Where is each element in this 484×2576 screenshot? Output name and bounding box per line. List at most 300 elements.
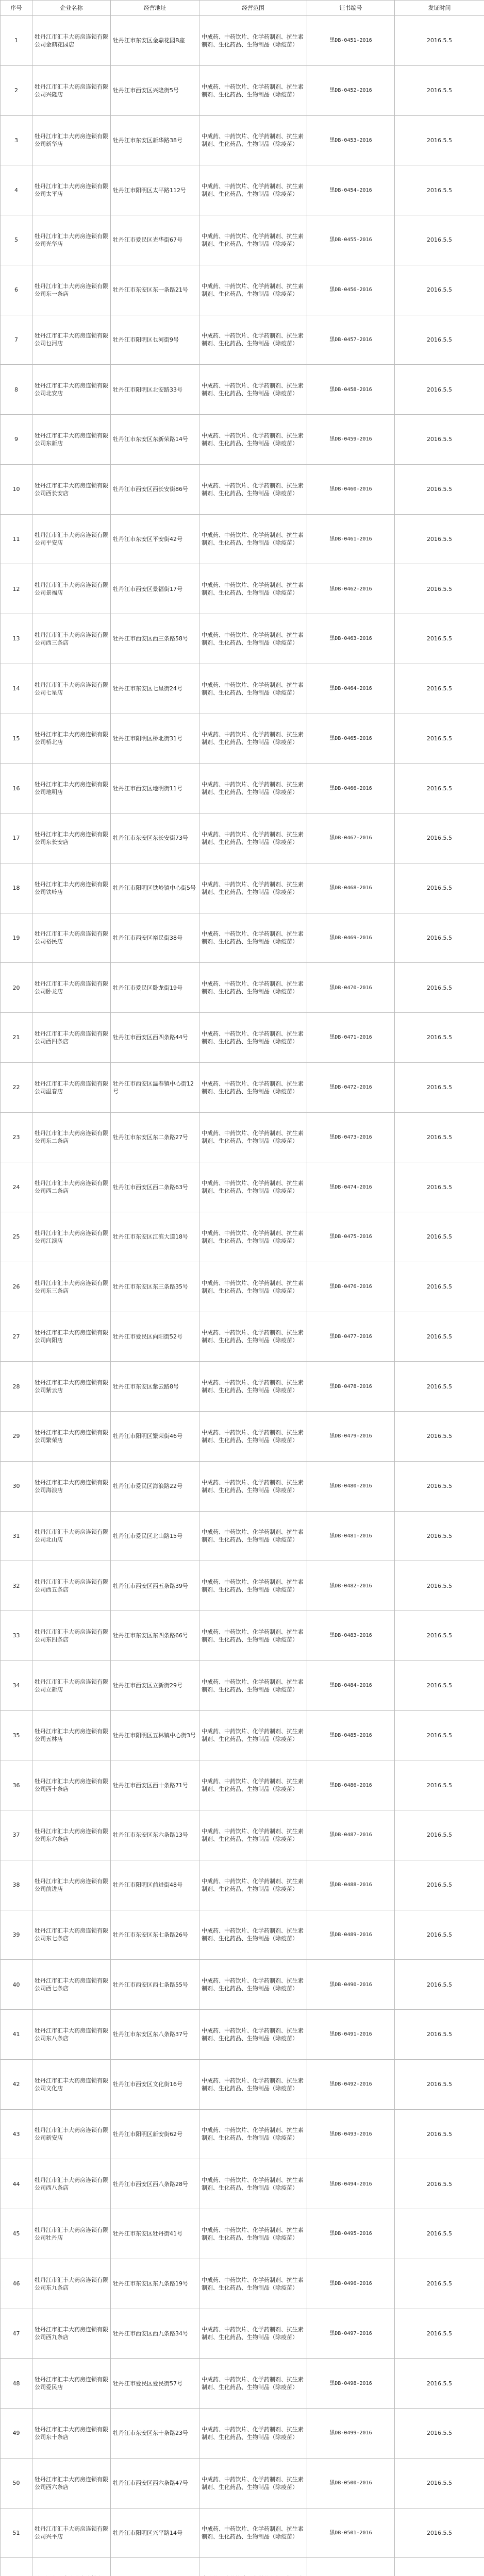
table-row [1, 1112, 484, 1162]
cell-cert-no: 黑DB-0501-2016 [307, 2508, 395, 2558]
cell-address: 牡丹江市爱民区海浪路22号 [111, 1461, 199, 1511]
cell-address: 牡丹江市东安区东七条路26号 [111, 1910, 199, 1960]
cell-issue-date: 2016.5.5 [395, 564, 484, 614]
table-row [1, 365, 484, 415]
cell-address: 牡丹江市西安区西九条路34号 [111, 2309, 199, 2359]
cell-cert-no: 黑DB-0464-2016 [307, 664, 395, 714]
cell-scope: 中成药、中药饮片、化学药制剂、抗生素制剂、生化药品、生物制品（除疫苗） [199, 115, 307, 165]
cell-company: 牡丹江市汇丰大药房连锁有限公司乜河店 [32, 315, 111, 365]
table-row [1, 1611, 484, 1661]
cell-address: 牡丹江市西安区兴隆街5号 [111, 65, 199, 115]
table-row [1, 2409, 484, 2459]
cell-address: 牡丹江市爱民区北山路15号 [111, 1511, 199, 1561]
cell-index: 9 [1, 415, 32, 465]
cell-scope: 中成药、中药饮片、化学药制剂、抗生素制剂、生化药品、生物制品（除疫苗） [199, 2409, 307, 2459]
cell-issue-date: 2016.5.5 [395, 215, 484, 265]
cell-index: 26 [1, 1262, 32, 1312]
cell-issue-date: 2016.5.5 [395, 1112, 484, 1162]
cell-issue-date: 2016.5.5 [395, 1511, 484, 1561]
cell-address: 牡丹江市阳明区铁岭镇中心街5号 [111, 863, 199, 913]
cell-index: 30 [1, 1461, 32, 1511]
cell-address: 牡丹江市东安区牡丹街41号 [111, 2209, 199, 2259]
cell-issue-date: 2016.5.5 [395, 1960, 484, 2010]
cell-company: 牡丹江市汇丰大药房连锁有限公司爱民店 [32, 2359, 111, 2409]
cell-address: 牡丹江市西安区西六条路47号 [111, 2458, 199, 2508]
cell-cert-no: 黑DB-0492-2016 [307, 2059, 395, 2109]
table-row [1, 1810, 484, 1860]
cell-issue-date: 2016.5.5 [395, 16, 484, 66]
cell-scope: 中成药、中药饮片、化学药制剂、抗生素制剂、生化药品、生物制品（除疫苗） [199, 2508, 307, 2558]
cell-company: 牡丹江市汇丰大药房连锁有限公司景福店 [32, 564, 111, 614]
cell-scope: 中成药、中药饮片、化学药制剂、抗生素制剂、生化药品、生物制品（除疫苗） [199, 2209, 307, 2259]
cell-address: 牡丹江市东安区东四条路66号 [111, 1611, 199, 1661]
cell-index: 51 [1, 2508, 32, 2558]
cell-issue-date: 2016.5.5 [395, 165, 484, 215]
table-row [1, 115, 484, 165]
cell-company: 牡丹江市汇丰大药房连锁有限公司新安店 [32, 2109, 111, 2159]
cell-company: 牡丹江市汇丰大药房连锁有限公司文化店 [32, 2059, 111, 2109]
cell-address: 牡丹江市东安区东六条路13号 [111, 1810, 199, 1860]
cell-issue-date: 2016.5.5 [395, 814, 484, 863]
cell-index: 39 [1, 1910, 32, 1960]
cell-company: 牡丹江市汇丰大药房连锁有限公司西九条店 [32, 2309, 111, 2359]
table-row [1, 1362, 484, 1412]
cell-cert-no: 黑DB-0466-2016 [307, 764, 395, 814]
cell-issue-date: 2016.5.5 [395, 1412, 484, 1462]
cell-address: 牡丹江市东安区紫云路8号 [111, 1362, 199, 1412]
table-row [1, 2010, 484, 2060]
cell-index: 11 [1, 514, 32, 564]
cell-index: 47 [1, 2309, 32, 2359]
cell-issue-date: 2016.5.5 [395, 2010, 484, 2060]
table-row [1, 215, 484, 265]
cell-company: 牡丹江市汇丰大药房连锁有限公司西十条店 [32, 1760, 111, 1810]
cell-index: 14 [1, 664, 32, 714]
cell-address: 牡丹江市爱民区光华街67号 [111, 215, 199, 265]
cell-scope: 中成药、中药饮片、化学药制剂、抗生素制剂、生化药品、生物制品（除疫苗） [199, 2109, 307, 2159]
table-row [1, 1960, 484, 2010]
table-row [1, 1710, 484, 1760]
table-row [1, 1660, 484, 1710]
cell-issue-date: 2016.5.5 [395, 2159, 484, 2209]
cell-index: 18 [1, 863, 32, 913]
cell-index: 22 [1, 1062, 32, 1112]
cell-cert-no: 黑DB-0468-2016 [307, 863, 395, 913]
cell-address: 牡丹江市爱民区爱民街57号 [111, 2359, 199, 2409]
cell-company: 牡丹江市汇丰大药房连锁有限公司七星店 [32, 664, 111, 714]
cell-issue-date: 2016.5.5 [395, 1312, 484, 1362]
cell-scope: 中成药、中药饮片、化学药制剂、抗生素制剂、生化药品、生物制品（除疫苗） [199, 365, 307, 415]
table-row [1, 2508, 484, 2558]
table-row [1, 714, 484, 764]
cell-scope: 中成药、中药饮片、化学药制剂、抗生素制剂、生化药品、生物制品（除疫苗） [199, 1162, 307, 1212]
cell-cert-no: 黑DB-0497-2016 [307, 2309, 395, 2359]
cell-address: 牡丹江市东安区新华路38号 [111, 115, 199, 165]
table-row [1, 1162, 484, 1212]
table-row [1, 1760, 484, 1810]
cell-company: 牡丹江市汇丰大药房连锁有限公司太平店 [32, 165, 111, 215]
cell-issue-date: 2016.5.5 [395, 315, 484, 365]
table-row [1, 664, 484, 714]
cell-cert-no: 黑DB-0473-2016 [307, 1112, 395, 1162]
cell-scope: 中成药、中药饮片、化学药制剂、抗生素制剂、生化药品、生物制品（除疫苗） [199, 963, 307, 1013]
cell-scope: 中成药、中药饮片、化学药制剂、抗生素制剂、生化药品、生物制品（除疫苗） [199, 16, 307, 66]
cell-scope: 中成药、中药饮片、化学药制剂、抗生素制剂、生化药品、生物制品（除疫苗） [199, 564, 307, 614]
table-row [1, 1013, 484, 1063]
cell-issue-date: 2016.5.5 [395, 415, 484, 465]
cell-scope: 中成药、中药饮片、化学药制剂、抗生素制剂、生化药品、生物制品（除疫苗） [199, 1062, 307, 1112]
table-row [1, 1561, 484, 1611]
cell-address: 牡丹江市西安区西长安街86号 [111, 464, 199, 514]
cell-cert-no: 黑DB-0465-2016 [307, 714, 395, 764]
cell-scope: 中成药、中药饮片、化学药制剂、抗生素制剂、生化药品、生物制品（除疫苗） [199, 514, 307, 564]
table-row [1, 265, 484, 315]
cell-issue-date: 2016.5.5 [395, 65, 484, 115]
cell-cert-no: 黑DB-0460-2016 [307, 464, 395, 514]
cell-scope: 中成药、中药饮片、化学药制剂、抗生素制剂、生化药品、生物制品（除疫苗） [199, 1013, 307, 1063]
cell-scope: 中成药、中药饮片、化学药制剂、抗生素制剂、生化药品、生物制品（除疫苗） [199, 764, 307, 814]
cell-scope: 中成药、中药饮片、化学药制剂、抗生素制剂、生化药品、生物制品（除疫苗） [199, 464, 307, 514]
cell-issue-date: 2016.5.5 [395, 863, 484, 913]
cell-index: 13 [1, 614, 32, 664]
table-row [1, 1860, 484, 1910]
cell-cert-no: 黑DB-0480-2016 [307, 1461, 395, 1511]
cell-cert-no: 黑DB-0484-2016 [307, 1660, 395, 1710]
table-row [1, 16, 484, 66]
cell-cert-no: 黑DB-0459-2016 [307, 415, 395, 465]
table-row [1, 913, 484, 963]
cell-issue-date: 2016.5.5 [395, 115, 484, 165]
cell-index: 16 [1, 764, 32, 814]
cell-issue-date: 2016.5.5 [395, 1760, 484, 1810]
cell-address: 牡丹江市东安区东新荣路14号 [111, 415, 199, 465]
cell-issue-date: 2016.5.5 [395, 1910, 484, 1960]
cell-index: 35 [1, 1710, 32, 1760]
cell-cert-no: 黑DB-0500-2016 [307, 2458, 395, 2508]
header-index: 序号 [1, 1, 32, 16]
cell-issue-date: 2016.5.5 [395, 963, 484, 1013]
cell-company: 牡丹江市汇丰大药房连锁有限公司西三条店 [32, 614, 111, 664]
cell-address: 牡丹江市西安区西七条路55号 [111, 1960, 199, 2010]
cell-issue-date: 2016.5.5 [395, 1810, 484, 1860]
cell-scope: 中成药、中药饮片、化学药制剂、抗生素制剂、生化药品、生物制品（除疫苗） [199, 2010, 307, 2060]
cell-cert-no: 黑DB-0463-2016 [307, 614, 395, 664]
table-row [1, 1910, 484, 1960]
cell-issue-date: 2016.5.5 [395, 464, 484, 514]
cell-address: 牡丹江市西安区西十条路71号 [111, 1760, 199, 1810]
cell-company: 牡丹江市汇丰大药房连锁有限公司西五条店 [32, 1561, 111, 1611]
cell-address: 牡丹江市阳明区五林镇中心街3号 [111, 1710, 199, 1760]
cell-scope: 中成药、中药饮片、化学药制剂、抗生素制剂、生化药品、生物制品（除疫苗） [199, 814, 307, 863]
table-row [1, 464, 484, 514]
cell-cert-no: 黑DB-0485-2016 [307, 1710, 395, 1760]
cell-cert-no: 黑DB-0493-2016 [307, 2109, 395, 2159]
cell-address: 牡丹江市东安区东长安街73号 [111, 814, 199, 863]
cell-index: 27 [1, 1312, 32, 1362]
cell-issue-date: 2016.5.5 [395, 2109, 484, 2159]
cell-index: 37 [1, 1810, 32, 1860]
cell-cert-no: 黑DB-0499-2016 [307, 2409, 395, 2459]
cell-company: 牡丹江市汇丰大药房连锁有限公司东六条店 [32, 1810, 111, 1860]
cell-scope: 中成药、中药饮片、化学药制剂、抗生素制剂、生化药品、生物制品（除疫苗） [199, 1262, 307, 1312]
cell-address: 牡丹江市东安区平安街42号 [111, 514, 199, 564]
cell-index: 3 [1, 115, 32, 165]
cell-company: 牡丹江市汇丰大药房连锁有限公司前进店 [32, 1860, 111, 1910]
cell-index: 20 [1, 963, 32, 1013]
cell-address: 牡丹江市西安区西五条路39号 [111, 1561, 199, 1611]
table-row [1, 1062, 484, 1112]
cell-address: 牡丹江市东安区东八条路37号 [111, 2010, 199, 2060]
cell-index: 49 [1, 2409, 32, 2459]
cell-index: 45 [1, 2209, 32, 2259]
cell-cert-no [307, 2558, 395, 2576]
header-cert-no: 证书编号 [307, 1, 395, 16]
cell-index: 41 [1, 2010, 32, 2060]
table-row [1, 1212, 484, 1262]
cell-cert-no: 黑DB-0462-2016 [307, 564, 395, 614]
cell-address: 牡丹江市西安区温春镇中心街12号 [111, 1062, 199, 1112]
table-row [1, 315, 484, 365]
cell-company: 牡丹江市汇丰大药房连锁有限公司五林店 [32, 1710, 111, 1760]
cell-company: 牡丹江市汇丰大药房连锁有限公司紫云店 [32, 1362, 111, 1412]
cell-cert-no: 黑DB-0482-2016 [307, 1561, 395, 1611]
cell-index: 38 [1, 1860, 32, 1910]
cell-issue-date: 2016.5.5 [395, 1710, 484, 1760]
table-row [1, 614, 484, 664]
cell-issue-date: 2016.5.5 [395, 1062, 484, 1112]
cell-issue-date: 2016.5.5 [395, 664, 484, 714]
cell-scope: 中成药、中药饮片、化学药制剂、抗生素制剂、生化药品、生物制品（除疫苗） [199, 714, 307, 764]
cell-scope: 中成药、中药饮片、化学药制剂、抗生素制剂、生化药品、生物制品（除疫苗） [199, 1611, 307, 1661]
cell-address: 牡丹江市爱民区向阳街52号 [111, 1312, 199, 1362]
cell-address: 牡丹江市阳明区桥北街31号 [111, 714, 199, 764]
cell-index: 36 [1, 1760, 32, 1810]
cell-company: 牡丹江市汇丰大药房连锁有限公司铁岭店 [32, 863, 111, 913]
cell-issue-date: 2016.5.5 [395, 2508, 484, 2558]
cell-company: 牡丹江市汇丰大药房连锁有限公司东八条店 [32, 2010, 111, 2060]
cell-index: 32 [1, 1561, 32, 1611]
cell-company: 牡丹江市汇丰大药房连锁有限公司兴平店 [32, 2508, 111, 2558]
cell-cert-no: 黑DB-0494-2016 [307, 2159, 395, 2209]
cell-index: 40 [1, 1960, 32, 2010]
cell-issue-date: 2016.5.5 [395, 265, 484, 315]
cell-issue-date: 2016.5.5 [395, 1461, 484, 1511]
cell-issue-date: 2016.5.5 [395, 1611, 484, 1661]
cell-scope: 中成药、中药饮片、化学药制剂、抗生素制剂、生化药品、生物制品（除疫苗） [199, 1312, 307, 1362]
cell-address: 牡丹江市西安区西二条路63号 [111, 1162, 199, 1212]
cell-cert-no: 黑DB-0469-2016 [307, 913, 395, 963]
cell-issue-date: 2016.5.5 [395, 2409, 484, 2459]
table-row [1, 814, 484, 863]
cell-address: 牡丹江市西安区裕民街38号 [111, 913, 199, 963]
cell-address: 牡丹江市西安区地明街11号 [111, 764, 199, 814]
cell-company: 牡丹江市汇丰大药房连锁有限公司金鼎花园店 [32, 16, 111, 66]
cell-issue-date: 2016.5.5 [395, 2309, 484, 2359]
cell-index [1, 2558, 32, 2576]
cell-index: 50 [1, 2458, 32, 2508]
cell-cert-no: 黑DB-0496-2016 [307, 2259, 395, 2309]
table-row [1, 2109, 484, 2159]
cell-cert-no: 黑DB-0477-2016 [307, 1312, 395, 1362]
cell-index: 23 [1, 1112, 32, 1162]
cell-issue-date: 2016.5.5 [395, 1013, 484, 1063]
cell-index: 8 [1, 365, 32, 415]
cell-scope: 中成药、中药饮片、化学药制剂、抗生素制剂、生化药品、生物制品（除疫苗） [199, 863, 307, 913]
cell-company: 牡丹江市汇丰大药房连锁有限公司江滨店 [32, 1212, 111, 1262]
cell-company: 牡丹江市汇丰大药房连锁有限公司立新店 [32, 1660, 111, 1710]
cell-cert-no: 黑DB-0475-2016 [307, 1212, 395, 1262]
cell-scope: 中成药、中药饮片、化学药制剂、抗生素制剂、生化药品、生物制品（除疫苗） [199, 1511, 307, 1561]
header-company: 企业名称 [32, 1, 111, 16]
table-row [1, 963, 484, 1013]
cell-company: 牡丹江市汇丰大药房连锁有限公司东十条店 [32, 2409, 111, 2459]
table-row [1, 2159, 484, 2209]
cell-scope: 中成药、中药饮片、化学药制剂、抗生素制剂、生化药品、生物制品（除疫苗） [199, 1860, 307, 1910]
cell-scope: 中成药、中药饮片、化学药制剂、抗生素制剂、生化药品、生物制品（除疫苗） [199, 1760, 307, 1810]
cell-cert-no: 黑DB-0467-2016 [307, 814, 395, 863]
cell-cert-no: 黑DB-0495-2016 [307, 2209, 395, 2259]
cell-cert-no: 黑DB-0451-2016 [307, 16, 395, 66]
cell-cert-no: 黑DB-0461-2016 [307, 514, 395, 564]
cell-address: 牡丹江市西安区西八条路28号 [111, 2159, 199, 2209]
cell-company: 牡丹江市汇丰大药房连锁有限公司东七条店 [32, 1910, 111, 1960]
cell-scope: 中成药、中药饮片、化学药制剂、抗生素制剂、生化药品、生物制品（除疫苗） [199, 215, 307, 265]
cell-index: 46 [1, 2259, 32, 2309]
cell-scope: 中成药、中药饮片、化学药制剂、抗生素制剂、生化药品、生物制品（除疫苗） [199, 415, 307, 465]
cell-address: 牡丹江市西安区西三条路58号 [111, 614, 199, 664]
cell-scope: 中成药、中药饮片、化学药制剂、抗生素制剂、生化药品、生物制品（除疫苗） [199, 165, 307, 215]
cell-scope: 中成药、中药饮片、化学药制剂、抗生素制剂、生化药品、生物制品（除疫苗） [199, 2309, 307, 2359]
cell-company: 牡丹江市汇丰大药房连锁有限公司桥北店 [32, 714, 111, 764]
cell-cert-no: 黑DB-0472-2016 [307, 1062, 395, 1112]
cell-scope: 中成药、中药饮片、化学药制剂、抗生素制剂、生化药品、生物制品（除疫苗） [199, 1810, 307, 1860]
cell-address: 牡丹江市西安区立新街29号 [111, 1660, 199, 1710]
cell-scope: 中成药、中药饮片、化学药制剂、抗生素制剂、生化药品、生物制品（除疫苗） [199, 1412, 307, 1462]
cell-scope [199, 2558, 307, 2576]
table-row [1, 564, 484, 614]
cell-company: 牡丹江市汇丰大药房连锁有限公司兴隆店 [32, 65, 111, 115]
cell-index: 7 [1, 315, 32, 365]
cell-issue-date: 2016.5.5 [395, 1212, 484, 1262]
cell-company: 牡丹江市汇丰大药房连锁有限公司平安店 [32, 514, 111, 564]
cell-cert-no: 黑DB-0456-2016 [307, 265, 395, 315]
cell-address: 牡丹江市阳明区太平路112号 [111, 165, 199, 215]
cell-scope: 中成药、中药饮片、化学药制剂、抗生素制剂、生化药品、生物制品（除疫苗） [199, 913, 307, 963]
cell-company: 牡丹江市汇丰大药房连锁有限公司地明店 [32, 764, 111, 814]
cell-issue-date: 2016.5.5 [395, 913, 484, 963]
cell-address: 牡丹江市东安区东九条路19号 [111, 2259, 199, 2309]
cell-scope: 中成药、中药饮片、化学药制剂、抗生素制剂、生化药品、生物制品（除疫苗） [199, 1212, 307, 1262]
cell-index: 42 [1, 2059, 32, 2109]
cell-scope: 中成药、中药饮片、化学药制剂、抗生素制剂、生化药品、生物制品（除疫苗） [199, 2159, 307, 2209]
cell-scope: 中成药、中药饮片、化学药制剂、抗生素制剂、生化药品、生物制品（除疫苗） [199, 1461, 307, 1511]
cell-issue-date: 2016.5.5 [395, 1561, 484, 1611]
cell-company: 牡丹江市汇丰大药房连锁有限公司西长安店 [32, 464, 111, 514]
cell-scope: 中成药、中药饮片、化学药制剂、抗生素制剂、生化药品、生物制品（除疫苗） [199, 265, 307, 315]
cell-issue-date: 2016.5.5 [395, 1362, 484, 1412]
cell-company: 牡丹江市汇丰大药房连锁有限公司西八条店 [32, 2159, 111, 2209]
cell-cert-no: 黑DB-0452-2016 [307, 65, 395, 115]
cell-index: 28 [1, 1362, 32, 1412]
cell-company: 牡丹江市汇丰大药房连锁有限公司东四条店 [32, 1611, 111, 1661]
cell-address: 牡丹江市西安区景福街17号 [111, 564, 199, 614]
cell-issue-date: 2016.5.5 [395, 714, 484, 764]
cell-company: 牡丹江市汇丰大药房连锁有限公司东九条店 [32, 2259, 111, 2309]
table-row [1, 514, 484, 564]
cell-index: 25 [1, 1212, 32, 1262]
table-row [1, 2059, 484, 2109]
cell-index: 6 [1, 265, 32, 315]
cell-index: 44 [1, 2159, 32, 2209]
cell-cert-no: 黑DB-0471-2016 [307, 1013, 395, 1063]
cell-issue-date: 2016.5.5 [395, 2359, 484, 2409]
cell-company: 牡丹江市汇丰大药房连锁有限公司繁荣店 [32, 1412, 111, 1462]
cell-scope: 中成药、中药饮片、化学药制剂、抗生素制剂、生化药品、生物制品（除疫苗） [199, 65, 307, 115]
cell-scope: 中成药、中药饮片、化学药制剂、抗生素制剂、生化药品、生物制品（除疫苗） [199, 1112, 307, 1162]
cell-company: 牡丹江市汇丰大药房连锁有限公司海浪店 [32, 1461, 111, 1511]
cell-index: 34 [1, 1660, 32, 1710]
table-header-row [1, 1, 484, 16]
cell-company: 牡丹江市汇丰大药房连锁有限公司西四条店 [32, 1013, 111, 1063]
cell-issue-date: 2016.5.5 [395, 1860, 484, 1910]
cell-address: 牡丹江市爱民区卧龙街19号 [111, 963, 199, 1013]
header-scope: 经营范围 [199, 1, 307, 16]
cell-address: 牡丹江市东安区东一条路21号 [111, 265, 199, 315]
table-row [1, 764, 484, 814]
cell-index: 31 [1, 1511, 32, 1561]
cell-company: 牡丹江市汇丰大药房连锁有限公司西六条店 [32, 2458, 111, 2508]
cell-index: 48 [1, 2359, 32, 2409]
cell-issue-date: 2016.5.5 [395, 2458, 484, 2508]
cell-address: 牡丹江市东安区东十条路23号 [111, 2409, 199, 2459]
table-row [1, 1412, 484, 1462]
cell-address: 牡丹江市东安区东三条路35号 [111, 1262, 199, 1312]
cell-issue-date: 2016.5.5 [395, 2259, 484, 2309]
cell-scope: 中成药、中药饮片、化学药制剂、抗生素制剂、生化药品、生物制品（除疫苗） [199, 1910, 307, 1960]
cell-index: 21 [1, 1013, 32, 1063]
table-row [1, 1312, 484, 1362]
cell-scope: 中成药、中药饮片、化学药制剂、抗生素制剂、生化药品、生物制品（除疫苗） [199, 1960, 307, 2010]
cell-scope: 中成药、中药饮片、化学药制剂、抗生素制剂、生化药品、生物制品（除疫苗） [199, 664, 307, 714]
header-address: 经营地址 [111, 1, 199, 16]
cell-company [32, 2558, 111, 2576]
table-row [1, 165, 484, 215]
cell-scope: 中成药、中药饮片、化学药制剂、抗生素制剂、生化药品、生物制品（除疫苗） [199, 2458, 307, 2508]
table-row [1, 2359, 484, 2409]
cell-issue-date: 2016.5.5 [395, 365, 484, 415]
cell-address: 牡丹江市阳明区乜河街9号 [111, 315, 199, 365]
cell-company: 牡丹江市汇丰大药房连锁有限公司卧龙店 [32, 963, 111, 1013]
cell-index: 1 [1, 16, 32, 66]
cell-index: 10 [1, 464, 32, 514]
cell-address: 牡丹江市东安区江滨大道18号 [111, 1212, 199, 1262]
cell-scope: 中成药、中药饮片、化学药制剂、抗生素制剂、生化药品、生物制品（除疫苗） [199, 2359, 307, 2409]
cell-index: 2 [1, 65, 32, 115]
cell-address: 牡丹江市东安区东二条路27号 [111, 1112, 199, 1162]
cell-cert-no: 黑DB-0455-2016 [307, 215, 395, 265]
table-row [1, 1461, 484, 1511]
cell-issue-date: 2016.5.5 [395, 2059, 484, 2109]
cell-cert-no: 黑DB-0458-2016 [307, 365, 395, 415]
table-body [1, 16, 484, 2576]
cell-scope: 中成药、中药饮片、化学药制剂、抗生素制剂、生化药品、生物制品（除疫苗） [199, 315, 307, 365]
cell-scope: 中成药、中药饮片、化学药制剂、抗生素制剂、生化药品、生物制品（除疫苗） [199, 2259, 307, 2309]
table-row [1, 2309, 484, 2359]
cell-index: 15 [1, 714, 32, 764]
cell-address: 牡丹江市阳明区前进街48号 [111, 1860, 199, 1910]
cell-index: 43 [1, 2109, 32, 2159]
cell-issue-date: 2016.5.5 [395, 1162, 484, 1212]
